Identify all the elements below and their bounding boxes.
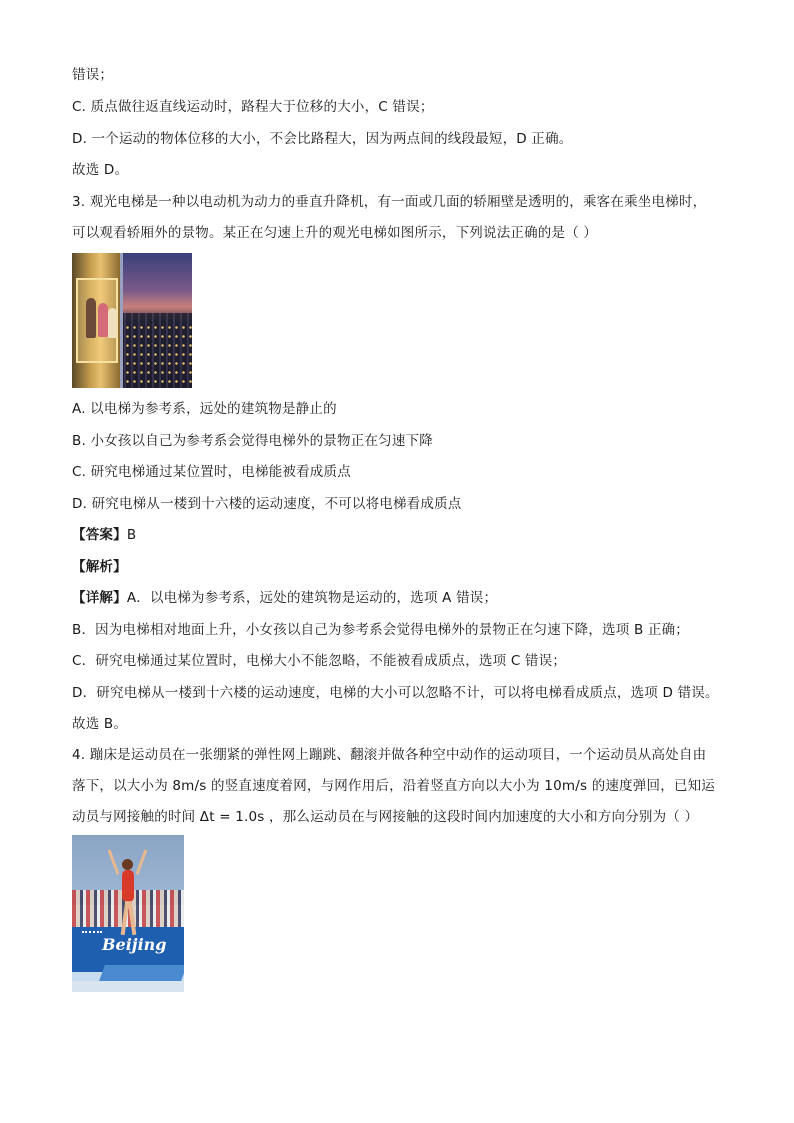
option-a: A. 以电梯为参考系，远处的建筑物是静止的: [72, 401, 337, 417]
question-4-text: 落下，以大小为 8m/s 的竖直速度着网，与网作用后，沿着竖直方向以大小为 10m/s 的速度弹回，已知运: [72, 778, 715, 794]
detail-line: [72, 589, 497, 607]
text-line: 故选 D。: [72, 162, 129, 178]
banner-text: Beijing: [102, 935, 167, 954]
question-3-text: 3. 观光电梯是一种以电动机为动力的垂直升降机，有一面或几面的轿厢壁是透明的，乘客在乘坐电梯时，: [72, 194, 707, 210]
detail-line: C．研究电梯通过某位置时，电梯大小不能忽略，不能被看成质点，选项 C 错误；: [72, 653, 567, 669]
detail-text: A．以电梯为参考系，远处的建筑物是运动的，选项 A 错误；: [126, 590, 498, 606]
text-line: 错误；: [72, 67, 114, 83]
option-c: C. 研究电梯通过某位置时，电梯能被看成质点: [72, 464, 351, 480]
question-4-text: 4. 蹦床是运动员在一张绷紧的弹性网上蹦跳、翻滚并做各种空中动作的运动项目，一个运动员从高处自由: [72, 747, 707, 763]
analysis-tag: 【解析】: [72, 559, 127, 575]
answer-tag: 【答案】: [72, 527, 127, 543]
text-line: C. 质点做往返直线运动时，路程大于位移的大小，C 错误；: [72, 99, 434, 115]
detail-tag: 【详解】: [72, 590, 127, 606]
trampoline-athlete-photo: [72, 835, 184, 992]
detail-line: 故选 B。: [72, 716, 128, 732]
question-4-text: 动员与网接触的时间 Δt = 1.0s ，那么运动员在与网接触的这段时间内加速度的大小和方向分别为（ ）: [72, 809, 699, 825]
question-3-text: 可以观看轿厢外的景物。某正在匀速上升的观光电梯如图所示，下列说法正确的是（ ）: [72, 225, 598, 241]
sightseeing-elevator-photo: [72, 253, 192, 388]
answer-line: [72, 526, 136, 544]
answer-value: B: [126, 527, 137, 543]
detail-line: D．研究电梯从一楼到十六楼的运动速度，电梯的大小可以忽略不计，可以将电梯看成质点，选项 D 错误。: [72, 685, 719, 701]
option-b: B. 小女孩以自己为参考系会觉得电梯外的景物正在匀速下降: [72, 433, 433, 449]
text-line: D. 一个运动的物体位移的大小，不会比路程大，因为两点间的线段最短，D 正确。: [72, 131, 573, 147]
option-d: D. 研究电梯从一楼到十六楼的运动速度，不可以将电梯看成质点: [72, 496, 462, 512]
detail-line: B．因为电梯相对地面上升，小女孩以自己为参考系会觉得电梯外的景物正在匀速下降，选项 B 正确；: [72, 622, 690, 638]
